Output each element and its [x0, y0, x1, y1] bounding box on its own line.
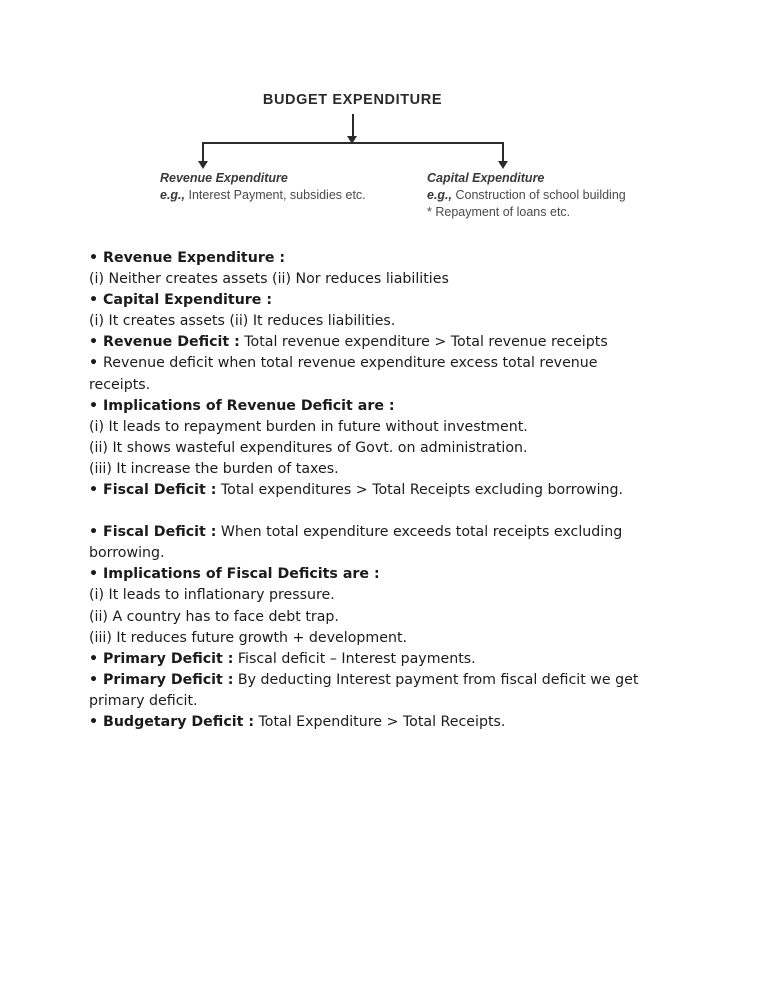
note-line — [89, 522, 645, 564]
note-line — [89, 628, 645, 649]
bullet-icon: • — [89, 355, 104, 372]
note-text: Revenue deficit when total revenue expenditure excess total revenue receipts. — [89, 355, 598, 393]
note-line — [89, 353, 645, 395]
down-arrow-icon-left — [198, 161, 208, 169]
note-line — [89, 396, 645, 417]
note-line — [89, 564, 645, 585]
branch-example-line — [427, 187, 677, 204]
note-text: Total revenue expenditure > Total revenue receipts — [239, 334, 608, 351]
note-text: (iii) It increase the burden of taxes. — [89, 460, 339, 477]
note-text: Total Expenditure > Total Receipts. — [254, 713, 506, 730]
note-line — [89, 332, 645, 353]
note-term: Primary Deficit : — [103, 671, 234, 688]
branch-extra-line — [427, 204, 677, 221]
note-line — [89, 290, 645, 311]
note-text: (i) It leads to inflationary pressure. — [89, 587, 335, 604]
branch-heading: Capital Expenditure — [427, 171, 545, 185]
bullet-icon: • — [89, 334, 104, 351]
bullet-icon: • — [89, 250, 104, 266]
bullet-icon: • — [89, 713, 104, 730]
note-line — [89, 480, 645, 501]
note-line — [89, 649, 645, 670]
note-line — [89, 248, 645, 269]
diagram-branch-capital-expenditure — [427, 170, 677, 220]
note-term: Budgetary Deficit : — [103, 713, 254, 730]
bullet-icon: • — [89, 397, 104, 414]
eg-text: Interest Payment, subsidies etc. — [185, 188, 366, 202]
note-text: By deducting Interest payment from fiscal deficit we get primary deficit. — [89, 671, 639, 709]
note-term: Primary Deficit : — [103, 650, 234, 667]
note-line — [89, 311, 645, 332]
eg-label: e.g., — [160, 188, 186, 202]
note-text: (i) Neither creates assets (ii) Nor reduces liabilities — [89, 271, 449, 288]
diagram-branch-revenue-expenditure — [160, 170, 435, 204]
note-line — [89, 607, 645, 628]
note-line — [89, 438, 645, 459]
note-text: Fiscal deficit – Interest payments. — [233, 650, 476, 667]
diagram-horizontal-connector — [202, 142, 504, 144]
branch-example-line — [160, 187, 435, 204]
note-line — [89, 585, 645, 606]
down-arrow-icon-right — [498, 161, 508, 169]
note-text: (ii) A country has to face debt trap. — [89, 608, 339, 625]
extra-text: * Repayment of loans etc. — [427, 204, 571, 219]
bullet-icon: • — [89, 671, 104, 688]
note-line — [89, 459, 645, 480]
note-term: Revenue Expenditure : — [103, 250, 286, 266]
note-text: (i) It leads to repayment burden in future without investment. — [89, 418, 528, 435]
budget-expenditure-diagram — [140, 92, 680, 220]
note-text: Total expenditures > Total Receipts excluding borrowing. — [216, 482, 624, 499]
bullet-icon: • — [89, 482, 104, 499]
eg-text: Construction of school building — [452, 188, 626, 202]
note-text: When total expenditure exceeds total receipts excluding borrowing. — [89, 524, 623, 562]
note-term: Capital Expenditure : — [103, 292, 273, 309]
note-line — [89, 417, 645, 438]
note-term: Implications of Revenue Deficit are : — [103, 397, 395, 414]
note-term: Implications of Fiscal Deficits are : — [103, 566, 380, 583]
note-blank-line — [89, 501, 645, 522]
branch-heading: Revenue Expenditure — [160, 171, 288, 185]
diagram-title: BUDGET EXPENDITURE — [262, 92, 443, 108]
note-term: Fiscal Deficit : — [103, 482, 217, 499]
note-text: (ii) It shows wasteful expenditures of Govt. on administration. — [89, 439, 528, 456]
bullet-icon: • — [89, 292, 104, 309]
note-term: Revenue Deficit : — [103, 334, 240, 351]
bullet-icon: • — [89, 524, 104, 541]
note-text: (iii) It reduces future growth + development. — [89, 629, 408, 646]
note-line — [89, 670, 645, 712]
note-line — [89, 712, 645, 733]
eg-label: e.g., — [427, 188, 453, 202]
note-text: (i) It creates assets (ii) It reduces liabilities. — [89, 313, 396, 330]
note-line — [89, 269, 645, 290]
bullet-icon: • — [89, 650, 104, 667]
note-term: Fiscal Deficit : — [103, 524, 217, 541]
notes-body — [89, 248, 645, 733]
bullet-icon: • — [89, 566, 104, 583]
